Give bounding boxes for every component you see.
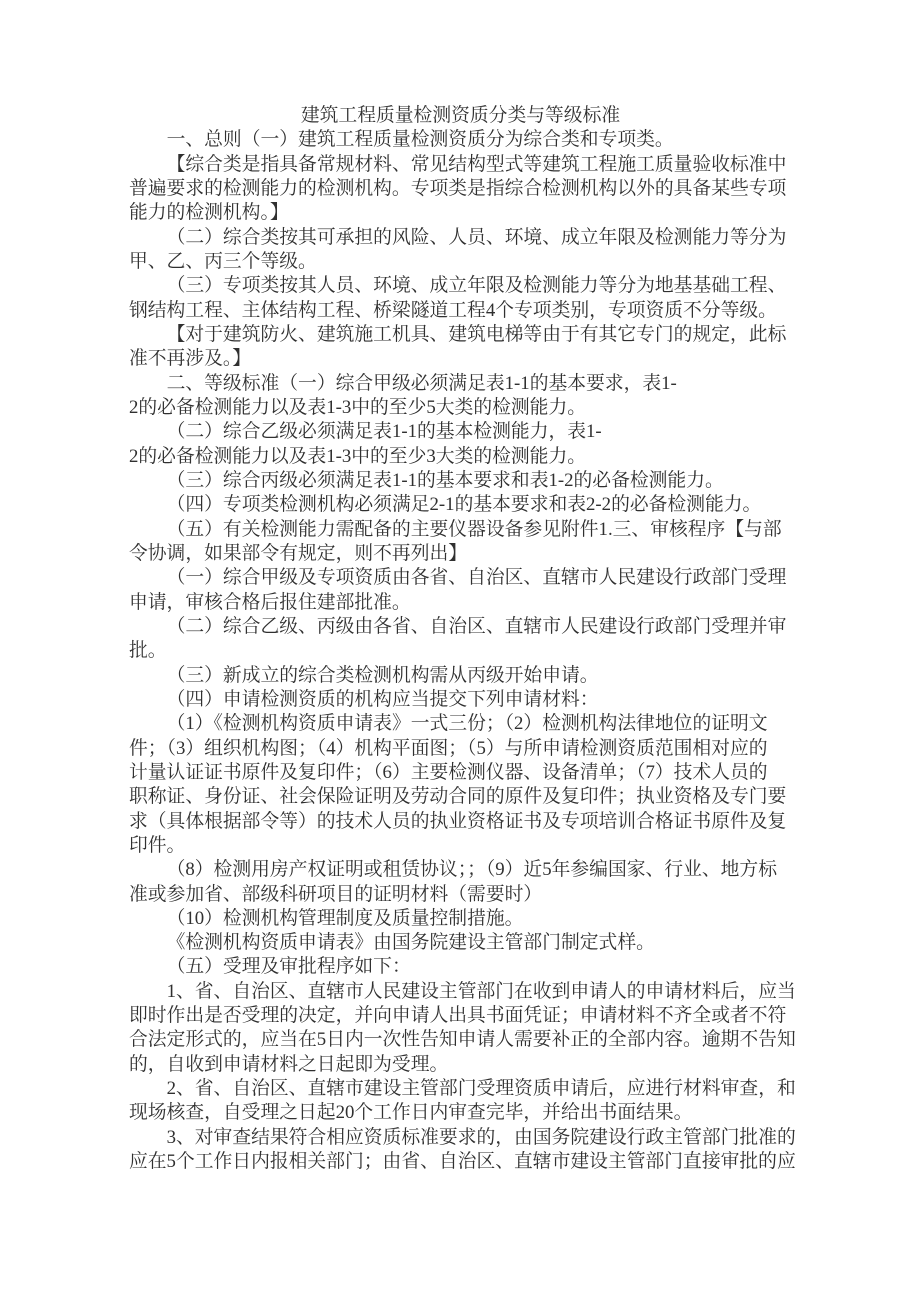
text-line: 申请，审核合格后报住建部批准。 [129, 591, 411, 613]
text-line: 甲、乙、丙三个等级。 [129, 250, 317, 272]
text-line: （五）有关检测能力需配备的主要仪器设备参见附件1.三、审核程序【与部 [166, 518, 782, 540]
text-line: （三）综合丙级必须满足表1-1的基本要求和表1-2的必备检测能力。 [166, 469, 724, 491]
text-line: （四）申请检测资质的机构应当提交下列申请材料： [166, 688, 599, 710]
text-line: 印件。 [129, 834, 186, 856]
text-line: 求（具体根据部令等）的技术人员的执业资格证书及专项培训合格证书原件及复 [129, 810, 787, 832]
text-line: 准不再涉及。】 [129, 348, 252, 370]
text-line: （10）检测机构管理制度及质量控制措施。 [166, 907, 524, 929]
text-line: 应在5个工作日内报相关部门；由省、自治区、直辖市建设主管部门直接审批的应 [129, 1151, 796, 1173]
text-line: 件；（3）组织机构图；（4）机构平面图；（5）与所申请检测资质范围相对应的 [129, 737, 768, 759]
text-line: 的，自收到申请材料之日起即为受理。 [129, 1053, 449, 1075]
text-line: （二）综合乙级、丙级由各省、自治区、直辖市人民建设行政部门受理并审 [166, 615, 787, 637]
text-line: （二）综合类按其可承担的风险、人员、环境、成立年限及检测能力等分为 [166, 226, 787, 248]
text-line: 准或参加省、部级科研项目的证明材料（需要时） [129, 883, 543, 905]
document-body [129, 104, 796, 1174]
text-line: （三）新成立的综合类检测机构需从丙级开始申请。 [166, 664, 599, 686]
text-line: 钢结构工程、主体结构工程、桥梁隧道工程4个专项类别，专项资质不分等级。 [129, 299, 777, 321]
text-line: 2、省、自治区、直辖市建设主管部门受理资质申请后，应进行材料审查，和 [166, 1078, 796, 1100]
text-line: （二）综合乙级必须满足表1-1的基本检测能力，表1- [166, 421, 602, 443]
text-line: 普遍要求的检测能力的检测机构。专项类是指综合检测机构以外的具备某些专项 [129, 177, 787, 199]
text-line: 3、对审查结果符合相应资质标准要求的，由国务院建设行政主管部门批准的 [166, 1126, 796, 1148]
text-line: 职称证、身份证、社会保险证明及劳动合同的原件及复印件；执业资格及专门要 [129, 786, 787, 808]
text-line: 【综合类是指具备常规材料、常见结构型式等建筑工程施工质量验收标准中 [166, 153, 787, 175]
text-line: （四）专项类检测机构必须满足2-1的基本要求和表2-2的必备检测能力。 [166, 494, 762, 516]
text-line: 1、省、自治区、直辖市人民建设主管部门在收到申请人的申请材料后，应当 [166, 980, 796, 1002]
text-line: 计量认证证书原件及复印件；（6）主要检测仪器、设备清单；（7）技术人员的 [129, 761, 768, 783]
text-line: （三）专项类按其人员、环境、成立年限及检测能力等分为地基基础工程、 [166, 275, 787, 297]
text-line: 【对于建筑防火、建筑施工机具、建筑电梯等由于有其它专门的规定，此标 [166, 323, 787, 345]
text-line: 2的必备检测能力以及表1-3中的至少5大类的检测能力。 [129, 396, 587, 418]
text-line: 批。 [129, 640, 167, 662]
text-line: 《检测机构资质申请表》由国务院建设主管部门制定式样。 [166, 932, 655, 954]
text-line: 2的必备检测能力以及表1-3中的至少3大类的检测能力。 [129, 445, 587, 467]
text-line: （8）检测用房产权证明或租赁协议；；（9）近5年参编国家、行业、地方标 [166, 859, 777, 881]
text-line: 一、总则（一）建筑工程质量检测资质分为综合类和专项类。 [166, 129, 674, 151]
document-title: 建筑工程质量检测资质分类与等级标准 [300, 105, 621, 126]
text-line: 能力的检测机构。】 [129, 202, 289, 224]
text-line: 即时作出是否受理的决定，并向申请人出具书面凭证；申请材料不齐全或者不符 [129, 1005, 787, 1027]
text-line: （五）受理及审批程序如下： [166, 956, 411, 978]
text-line: （一）综合甲级及专项资质由各省、自治区、直辖市人民建设行政部门受理 [166, 567, 787, 589]
text-line: 现场核查，自受理之日起20个工作日内审查完毕，并给出书面结果。 [129, 1102, 693, 1124]
text-line: 二、等级标准（一）综合甲级必须满足表1-1的基本要求，表1- [166, 372, 677, 394]
text-line: 合法定形式的，应当在5日内一次性告知申请人需要补正的全部内容。逾期不告知 [129, 1029, 796, 1051]
text-line: 令协调，如果部令有规定，则不再列出】 [129, 542, 468, 564]
text-line: （1）《检测机构资质申请表》一式三份；（2）检测机构法律地位的证明文 [166, 713, 768, 735]
